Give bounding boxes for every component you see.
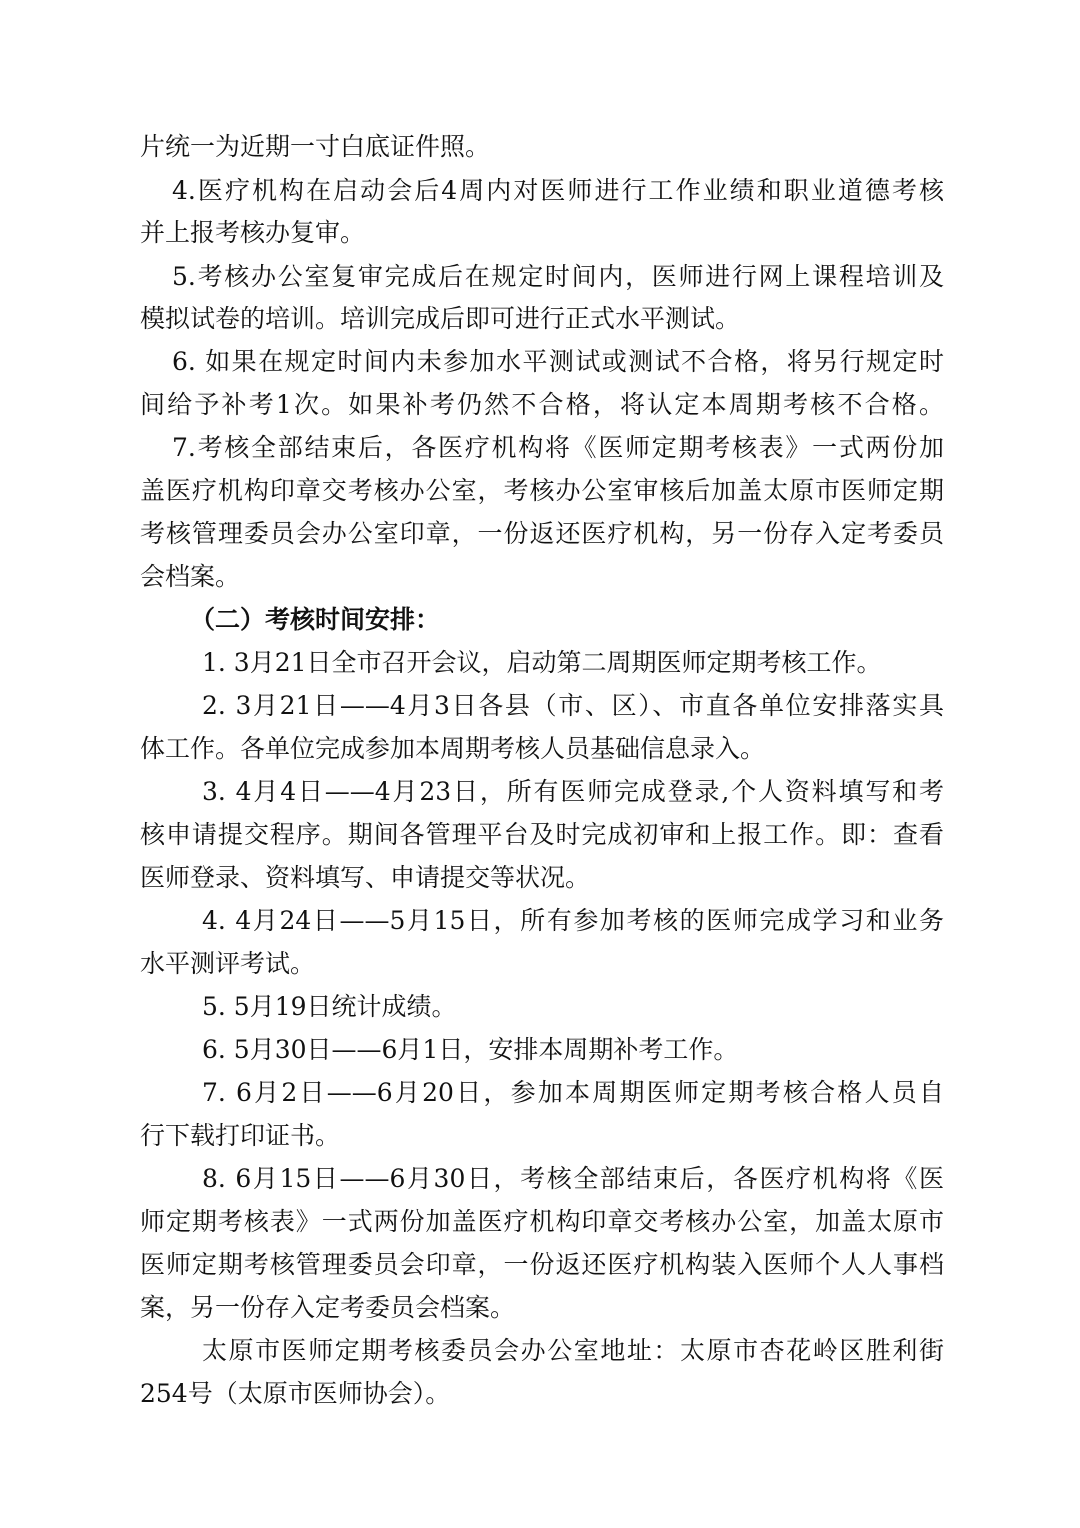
schedule-item-3-line-3: 医师登录、资料填写、申请提交等状况。 xyxy=(140,863,591,892)
item-4-line-1: 4.医疗机构在启动会后4周内对医师进行工作业绩和职业道德考核 xyxy=(172,176,944,205)
item-6-line-2: 间给予补考1次。如果补考仍然不合格，将认定本周期考核不合格。 xyxy=(140,390,944,419)
schedule-item-4-line-2: 水平测评考试。 xyxy=(140,949,316,978)
item-7-line-1: 7.考核全部结束后，各医疗机构将《医师定期考核表》一式两份加 xyxy=(172,433,944,462)
item-5-line-1: 5.考核办公室复审完成后在规定时间内，医师进行网上课程培训及 xyxy=(172,262,944,291)
item-7-line-2: 盖医疗机构印章交考核办公室，考核办公室审核后加盖太原市医师定期 xyxy=(140,476,944,505)
item-7-line-4: 会档案。 xyxy=(140,562,241,591)
schedule-item-6: 6. 5月30日——6月1日，安排本周期补考工作。 xyxy=(202,1035,739,1064)
schedule-item-8-line-2: 师定期考核表》一式两份加盖医疗机构印章交考核办公室，加盖太原市 xyxy=(140,1207,944,1236)
item-5-line-2: 模拟试卷的培训。培训完成后即可进行正式水平测试。 xyxy=(140,304,741,333)
schedule-item-2-line-1: 2. 3月21日——4月3日各县（市、区）、市直各单位安排落实具 xyxy=(202,691,944,720)
schedule-item-8-line-4: 案，另一份存入定考委员会档案。 xyxy=(140,1293,516,1322)
schedule-item-8-line-1: 8. 6月15日——6月30日，考核全部结束后，各医疗机构将《医 xyxy=(202,1164,944,1193)
schedule-item-5: 5. 5月19日统计成绩。 xyxy=(202,992,457,1021)
schedule-item-3-line-2: 核申请提交程序。期间各管理平台及时完成初审和上报工作。即：查看 xyxy=(140,820,944,849)
schedule-item-8-line-3: 医师定期考核管理委员会印章，一份返还医疗机构装入医师个人人事档 xyxy=(140,1250,944,1279)
schedule-item-7-line-2: 行下载打印证书。 xyxy=(140,1121,341,1150)
schedule-item-1: 1. 3月21日全市召开会议，启动第二周期医师定期考核工作。 xyxy=(202,648,882,677)
item-4-line-2: 并上报考核办复审。 xyxy=(140,218,366,247)
item-6-line-1: 6. 如果在规定时间内未参加水平测试或测试不合格，将另行规定时 xyxy=(172,347,944,376)
office-address-line-2: 254号（太原市医师协会）。 xyxy=(140,1379,451,1408)
office-address-line-1: 太原市医师定期考核委员会办公室地址：太原市杏花岭区胜利街 xyxy=(202,1336,944,1365)
paragraph-continuation: 片统一为近期一寸白底证件照。 xyxy=(140,132,491,161)
schedule-item-2-line-2: 体工作。各单位完成参加本周期考核人员基础信息录入。 xyxy=(140,734,766,763)
schedule-item-4-line-1: 4. 4月24日——5月15日，所有参加考核的医师完成学习和业务 xyxy=(202,906,944,935)
section-heading: （二）考核时间安排： xyxy=(190,605,441,634)
schedule-item-3-line-1: 3. 4月4日——4月23日，所有医师完成登录,个人资料填写和考 xyxy=(202,777,944,806)
schedule-item-7-line-1: 7. 6月2日——6月20日，参加本周期医师定期考核合格人员自 xyxy=(202,1078,944,1107)
item-7-line-3: 考核管理委员会办公室印章，一份返还医疗机构，另一份存入定考委员 xyxy=(140,519,944,548)
